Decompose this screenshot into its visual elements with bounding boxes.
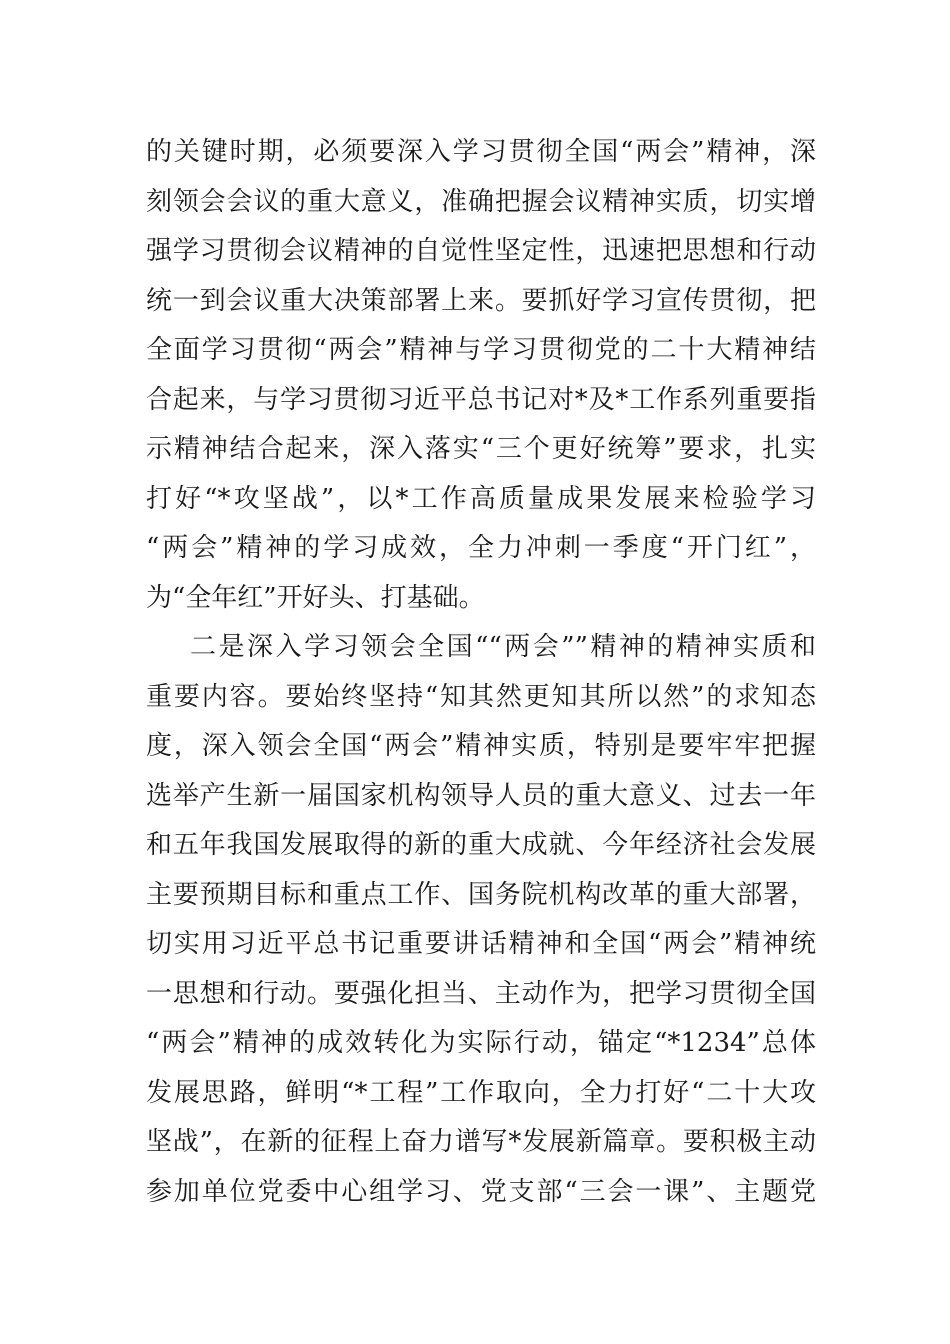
text-line: 一思想和行动。要强化担当、主动作为，把学习贯彻全国 [146, 978, 816, 1009]
text-line: 刻领会会议的重大意义，准确把握会议精神实质，切实增 [146, 186, 816, 217]
text-line: 合起来，与学习贯彻习近平总书记对*及*工作系列重要指 [146, 384, 816, 415]
text-line: 发展思路，鲜明“*工程”工作取向，全力打好“二十大攻 [146, 1077, 816, 1108]
text-line: 全面学习贯彻“两会”精神与学习贯彻党的二十大精神结 [146, 335, 816, 365]
text-line: 参加单位党委中心组学习、党支部“三会一课”、主题党 [146, 1176, 816, 1207]
text-line: “两会”精神的成效转化为实际行动，锚定“*1234”总体 [146, 1028, 816, 1058]
text-line: 坚战”，在新的征程上奋力谱写*发展新篇章。要积极主动 [146, 1127, 816, 1157]
paragraph-start-line: 二是深入学习领会全国““两会””精神的精神实质和 [190, 632, 816, 662]
text-line: 主要预期目标和重点工作、国务院机构改革的重大部署， [146, 879, 816, 910]
text-line: 强学习贯彻会议精神的自觉性坚定性，迅速把思想和行动 [146, 236, 816, 266]
text-line: 和五年我国发展取得的新的重大成就、今年经济社会发展 [146, 830, 816, 860]
text-line: 选举产生新一届国家机构领导人员的重大意义、过去一年 [146, 780, 816, 811]
text-line: 切实用习近平总书记重要讲话精神和全国“两会”精神统 [146, 929, 816, 959]
text-line: 重要内容。要始终坚持“知其然更知其所以然”的求知态 [146, 681, 816, 712]
text-line: 打好“*攻坚战”，以*工作高质量成果发展来检验学习 [146, 483, 816, 514]
text-line: 的关键时期，必须要深入学习贯彻全国“两会”精神，深 [146, 137, 816, 167]
text-line: 度，深入领会全国“两会”精神实质，特别是要牢牢把握 [146, 731, 816, 761]
text-line: “两会”精神的学习成效，全力冲刺一季度“开门红”， [146, 533, 816, 563]
body-text [146, 128, 816, 1217]
text-line: 示精神结合起来，深入落实“三个更好统筹”要求，扎实 [146, 434, 816, 464]
text-line: 统一到会议重大决策部署上来。要抓好学习宣传贯彻，把 [146, 285, 816, 316]
text-line: 为“全年红”开好头、打基础。 [146, 582, 485, 613]
